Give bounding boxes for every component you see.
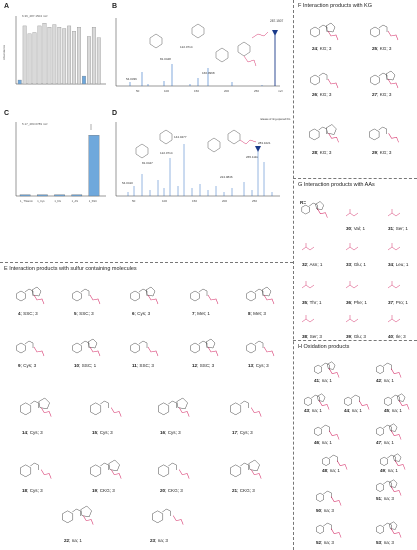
compound-label-29: 29; KG; 3: [372, 150, 392, 155]
molecule-structure: [376, 363, 401, 378]
molecule-structure: [17, 287, 44, 304]
panel-d-peak-144: 144.0477: [174, 135, 187, 139]
molecule-structure: [73, 339, 100, 356]
molecule-structure: [131, 287, 158, 304]
compound-label-53: 53; na; 3: [376, 540, 394, 545]
panel-d-peak-122: 122.0714: [160, 151, 173, 155]
section-e-title: E Interaction products with sulfur containing molecules: [4, 266, 137, 272]
section-g-title: G Interaction products with AAs: [298, 182, 375, 188]
svg-text:250: 250: [254, 89, 260, 93]
molecule-structure: [73, 289, 100, 304]
molecule-structure: [302, 202, 328, 218]
compound-label-46: 46; na; 1: [314, 440, 332, 445]
molecule-structure: [311, 23, 338, 40]
molecule-structure: [152, 509, 183, 525]
svg-text:100: 100: [164, 89, 170, 93]
panel-c-tick-label: 1_ Thiamin: [20, 200, 33, 203]
compound-label-51: 51; na; 3: [376, 496, 394, 501]
compound-label-21: 21; CKG; 3: [232, 488, 255, 493]
compound-label-36: 36; Phe; 1: [346, 300, 367, 305]
molecule-structure: [158, 463, 189, 479]
amino-acid-r-group: [388, 315, 400, 322]
panel-d-peak-265: 265.1111: [246, 155, 258, 159]
compound-label-50: 50; na; 3: [316, 508, 334, 513]
molecule-structure: [191, 289, 218, 304]
compound-label-17: 17; Cys; 3: [232, 430, 253, 435]
panel-b-peak-122: 122.0714: [180, 45, 193, 49]
compound-label-42: 42; na; 1: [376, 378, 394, 383]
compound-label-37: 37; Pro; 1: [388, 300, 408, 305]
molecule-structure: [311, 73, 338, 88]
molecule-structure: [376, 480, 401, 496]
molecule-structure: [314, 425, 339, 440]
molecule-structure: [247, 287, 274, 304]
compound-label-20: 20; CKG; 3: [160, 488, 183, 493]
panel-d-peak-224: 224.0846: [220, 175, 233, 179]
compound-label-11: 11; SSC; 3: [132, 363, 154, 368]
compound-label-8: 8; Met; 3: [248, 311, 266, 316]
compound-label-23: 23; na; 3: [150, 538, 168, 543]
panel-b-peak-166: 166.0968: [202, 71, 215, 75]
panel-d-peak-54: 54.0410: [122, 181, 133, 185]
compound-label-32: 32; Asn; 1: [302, 262, 323, 267]
svg-text:150: 150: [192, 199, 198, 203]
molecule-structure: [230, 401, 261, 417]
amino-acid-r-group: [302, 243, 314, 250]
molecule-structure: [371, 71, 398, 88]
compound-label-33: 33; Glu; 1: [346, 262, 366, 267]
panel-c-tick-label: 1_SSC: [88, 200, 98, 203]
compound-label-35: 35; Thr; 1: [302, 300, 322, 305]
compound-label-16: 16; Cys; 3: [160, 430, 181, 435]
compound-label-12: 12; SSC; 3: [192, 363, 215, 368]
amino-acid-r-group: [388, 243, 400, 250]
compound-label-19: 19; CKG; 3: [92, 488, 115, 493]
molecule-structure: [230, 460, 261, 479]
compound-label-41: 41; na; 1: [314, 378, 332, 383]
compound-label-49: 49; na; 1: [380, 468, 398, 473]
molecule-structure: [90, 460, 121, 479]
compound-label-30: 30; Val; 1: [346, 226, 366, 231]
compound-label-6: 6; Cys; 3: [132, 311, 151, 316]
panel-letter-a: A: [4, 3, 10, 10]
compound-label-48: 48; na; 1: [322, 468, 340, 473]
molecule-structure: [316, 523, 341, 538]
panel-letter-d: D: [112, 110, 118, 117]
compound-label-44: 44; na; 1: [344, 408, 362, 413]
panel-b-peak-81: 81.0448: [160, 57, 171, 61]
molecule-structure: [314, 362, 339, 378]
compound-label-26: 26; KG; 3: [312, 92, 332, 97]
panel-letter-c: C: [4, 110, 10, 117]
amino-acid-r-group: [346, 315, 358, 322]
molecule-structure: [17, 341, 44, 356]
panel-d-peak-283: 283.1021: [258, 141, 271, 145]
panel-d-note: release of ring-opened KG: [260, 118, 291, 121]
amino-acid-r-group: [388, 281, 400, 288]
panel-letter-b: B: [112, 3, 118, 10]
panel-a-annotation: 6.36_287.1504 m/z: [22, 14, 48, 18]
section-f-title: F Interaction products with KG: [298, 3, 372, 9]
compound-label-27: 27; KG; 3: [372, 92, 392, 97]
compound-label-15: 15; Cys; 3: [92, 430, 113, 435]
compound-label-9: 9; Cys; 3: [18, 363, 37, 368]
compound-label-45: 45; na; 1: [384, 408, 402, 413]
panel-c-annotation: 5.17_283.0789 m/z: [22, 122, 48, 126]
section-h-title: H Oxidation products: [298, 344, 350, 350]
compound-label-40: 40; Ile; 3: [388, 334, 406, 339]
compound-label-25: 25; KG; 3: [372, 46, 392, 51]
svg-text:150: 150: [194, 89, 200, 93]
molecule-structure: [376, 424, 401, 440]
molecule-structure: [20, 463, 51, 479]
panel-c-tick-label: 1_AS: [71, 200, 78, 203]
compound-label-22: 22; na; 1: [64, 538, 82, 543]
amino-acid-r-group: [302, 315, 314, 322]
amino-acid-r-group: [302, 281, 314, 288]
compound-label-47: 47; na; 1: [376, 440, 394, 445]
compound-label-31: 31; Ser; 1: [388, 226, 408, 231]
compound-label-24: 24; KG; 3: [312, 46, 332, 51]
svg-text:200: 200: [222, 199, 228, 203]
amino-acid-r-group: [346, 281, 358, 288]
amino-acid-r-group: [388, 209, 400, 216]
molecule-structure: [310, 125, 339, 143]
molecule-structure: [90, 401, 121, 417]
compound-label-34: 34; Leu; 1: [388, 262, 409, 267]
compound-label-14: 14; Cys; 3: [22, 430, 43, 435]
section-g-r-label: R=: [300, 200, 307, 205]
compound-label-39: 39; Glu; 3: [346, 334, 366, 339]
panel-d-peak-81: 81.0447: [142, 161, 153, 165]
molecule-structure: [191, 339, 218, 356]
molecule-structure: [370, 127, 399, 142]
svg-text:200: 200: [224, 89, 230, 93]
compound-label-13: 13; Cys; 3: [248, 363, 269, 368]
compound-label-52: 52; na; 3: [316, 540, 334, 545]
svg-text:50: 50: [136, 89, 140, 93]
svg-text:100: 100: [162, 199, 168, 203]
compound-label-28: 28; KG; 3: [312, 150, 332, 155]
molecule-structure: [20, 398, 51, 417]
svg-text:250: 250: [252, 199, 258, 203]
compound-label-5: 5; SSC; 3: [74, 311, 94, 316]
compound-label-38: 38; Ser; 3: [302, 334, 322, 339]
amino-acid-r-group: [346, 243, 358, 250]
panel-c-tick-label: 1_Cys: [37, 200, 45, 203]
molecule-structure: [131, 341, 158, 356]
compound-label-10: 10; SSC; 1: [74, 363, 97, 368]
panel-c-tick-label: 1_KG: [54, 200, 62, 203]
compound-label-4: 4; SSC; 3: [18, 311, 38, 316]
compound-label-7: 7; Met; 1: [192, 311, 210, 316]
amino-acid-r-group: [346, 209, 358, 216]
svg-text:m/z: m/z: [278, 89, 283, 93]
svg-text:50: 50: [132, 199, 136, 203]
panel-b-peak-287: 287.1507: [270, 19, 284, 23]
molecule-structure: [316, 491, 341, 506]
molecule-structure: [371, 25, 398, 40]
molecule-structure: [376, 522, 401, 538]
molecule-structure: [158, 398, 189, 417]
compound-label-18: 18; Cys; 3: [22, 488, 43, 493]
molecule-structure: [62, 506, 93, 525]
panel-b-peak-54: 54.0336: [126, 77, 137, 81]
panel-a-y-axis: Abundance: [2, 44, 6, 60]
molecule-structure: [247, 341, 274, 356]
compound-label-43: 43; na; 1: [304, 408, 322, 413]
